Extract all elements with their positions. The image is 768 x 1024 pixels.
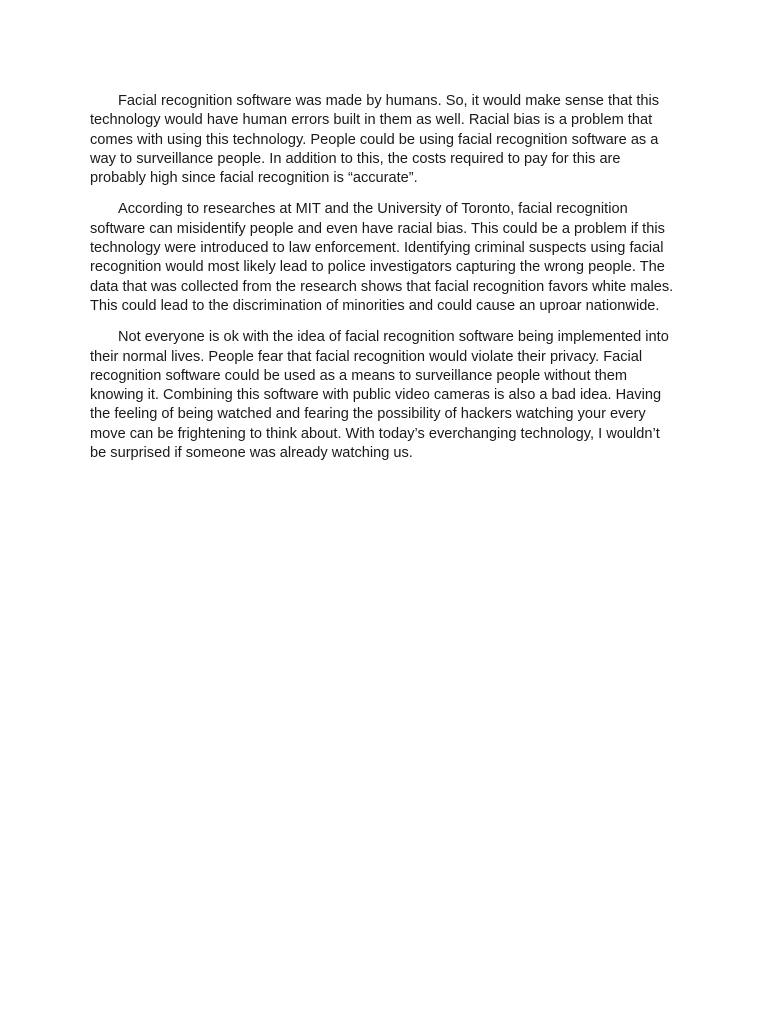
paragraph-2: According to researches at MIT and the University of Toronto, facial recognition software can misidentify people and even have racial bias. This could be a problem if this technology were introduced to law enforcement. Identifying criminal suspects using facial recognition would most likely lead to police investigators capturing the wrong people. The data that was collected from the research shows that facial recognition favors white males. This could lead to the discrimination of minorities and could cause an uproar nationwide.	[90, 201, 674, 314]
paragraph-1: Facial recognition software was made by humans. So, it would make sense that this technology would have human errors built in them as well. Racial bias is a problem that comes with using this technology. People could be using facial recognition software as a way to surveillance people. In addition to this, the costs required to pay for this are probably high since facial recognition is “accurate”.	[90, 93, 660, 187]
paragraph-3: Not everyone is ok with the idea of facial recognition software being implemented into their normal lives. People fear that facial recognition would violate their privacy. Facial recognition software could be used as a means to surveillance people without them knowing it. Combining this software with public video cameras is also a bad idea. Having the feeling of being watched and fearing the possibility of hackers watching your every move can be frightening to think about. With today’s everchanging technology, I wouldn’t be surprised if someone was already watching us.	[90, 329, 669, 462]
